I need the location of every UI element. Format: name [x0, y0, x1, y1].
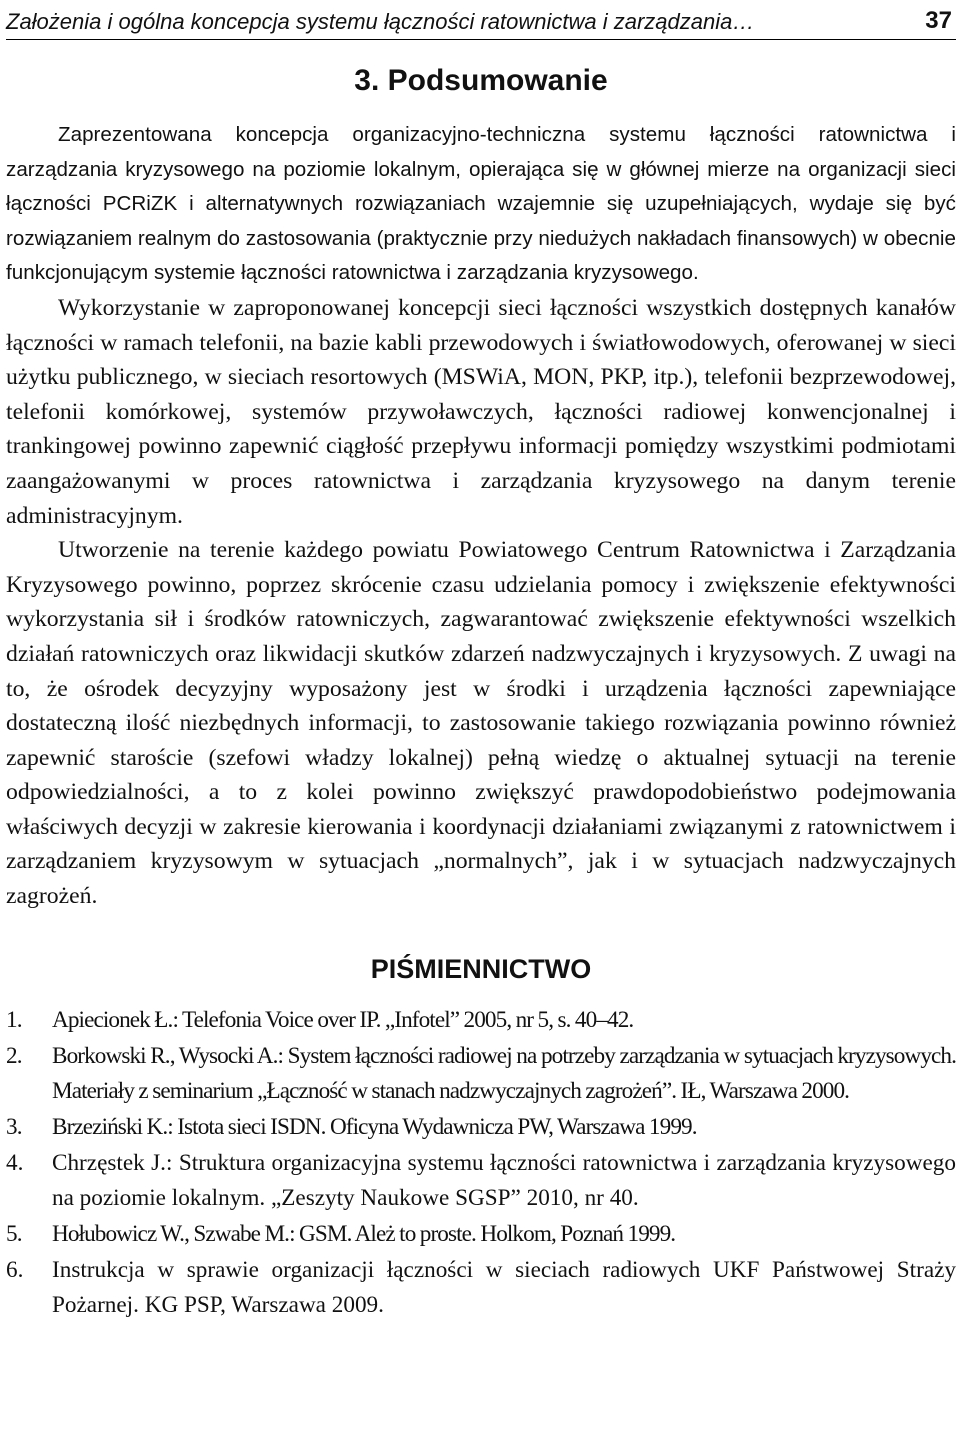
reference-number: 4.	[6, 1149, 24, 1176]
reference-item	[6, 1253, 956, 1323]
reference-text: Apiecionek Ł.: Telefonia Voice over IP. „Infotel” 2005, nr 5, s. 40–42.	[52, 1006, 634, 1033]
reference-number: 2.	[6, 1042, 22, 1069]
running-title: Założenia i ogólna koncepcja systemu łączności ratownictwa i zarządzania…	[6, 9, 755, 34]
reference-text: Borkowski R., Wysocki A.: System łączności radiowej na potrzeby zarządzania w sytuacjach kryzysowych. Materiały z seminarium „Łączność w stanach nadzwyczajnych zagrożeń”. IŁ, Warszawa 2000.	[52, 1042, 956, 1104]
reference-text: Chrzęstek J.: Struktura organizacyjna systemu łączności ratownictwa i zarządzania kryzysowego na poziomie lokalnym. „Zeszyty Naukowe SGSP” 2010, nr 40.	[52, 1149, 956, 1211]
references-list	[6, 1003, 956, 1323]
paragraph-channels: Wykorzystanie w zaproponowanej koncepcji sieci łączności wszystkich dostępnych kanałów łączności w ramach telefonii, na bazie kabli przewodowych i światłowodowych, oferowanej w sieci użytku publicznego, w sieciach resortowych (MSWiA, MON, PKP, itp.), telefonii bezprzewodowej, telefonii komórkowej, systemów przywoławczych, łączności radiowej konwencjonalnej i trankingowej powinno zapewnić ciągłość przepływu informacji pomiędzy wszystkimi podmiotami zaangażowanymi w proces ratownictwa i zarządzania kryzysowego na danym terenie administracyjnym.	[6, 294, 956, 529]
reference-item	[6, 1039, 956, 1109]
running-header	[6, 0, 956, 40]
reference-text: Hołubowicz W., Szwabe M.: GSM. Ależ to proste. Holkom, Poznań 1999.	[52, 1220, 676, 1247]
reference-item	[6, 1110, 956, 1145]
section-title: 3. Podsumowanie	[354, 64, 608, 97]
page-number: 37	[925, 7, 952, 34]
paragraph-center: Utworzenie na terenie każdego powiatu Powiatowego Centrum Ratownictwa i Zarządzania Kryzysowego powinno, poprzez skrócenie czasu udzielania pomocy i zwiększenie efektywności wykorzystania sił i środków ratowniczych, zagwarantować zwiększenie efektywności wszelkich działań ratowniczych oraz likwidacji skutków zdarzeń nadzwyczajnych i kryzysowych. Z uwagi na to, że ośrodek decyzyjny wyposażony jest w środki i urządzenia łączności zapewniające dostateczną ilość niezbędnych informacji, to zastosowanie takiego rozwiązania powinno również zapewnić staroście (szefowi władzy lokalnej) pełną wiedzę o aktualnej sytuacji na terenie odpowiedzialności, a to z kolei powinno zwiększyć prawdopodobieństwo podejmowania właściwych decyzji w zakresie kierowania i koordynacji działaniami związanymi z ratownictwem i zarządzaniem kryzysowym w sytuacjach „normalnych”, jak i w sytuacjach nadzwyczajnych zagrożeń.	[6, 537, 956, 910]
reference-number: 5.	[6, 1220, 22, 1247]
reference-text: Brzeziński K.: Istota sieci ISDN. Oficyna Wydawnicza PW, Warszawa 1999.	[52, 1113, 697, 1140]
references-title: PIŚMIENNICTWO	[370, 953, 592, 984]
reference-item	[6, 1003, 956, 1038]
reference-number: 3.	[6, 1113, 22, 1140]
reference-item	[6, 1217, 956, 1252]
reference-item	[6, 1146, 956, 1216]
reference-number: 6.	[6, 1256, 24, 1283]
reference-number: 1.	[6, 1006, 22, 1033]
paragraph-summary: Zaprezentowana koncepcja organizacyjno-techniczna systemu łączności ratownictwa i zarządzania kryzysowego na poziomie lokalnym, opierająca się w głównej mierze na organizacji sieci łączności PCRiZK i alternatywnych rozwiązaniach wzajemnie się uzupełniających, wydaje się być rozwiązaniem realnym do zastosowania (praktycznie przy niedużych nakładach finansowych) w obecnie funkcjonującym systemie łączności ratownictwa i zarządzania kryzysowego.	[6, 123, 956, 285]
reference-text: Instrukcja w sprawie organizacji łączności w sieciach radiowych UKF Państwowej Straży Pożarnej. KG PSP, Warszawa 2009.	[52, 1256, 956, 1318]
document-page	[6, 0, 956, 1324]
